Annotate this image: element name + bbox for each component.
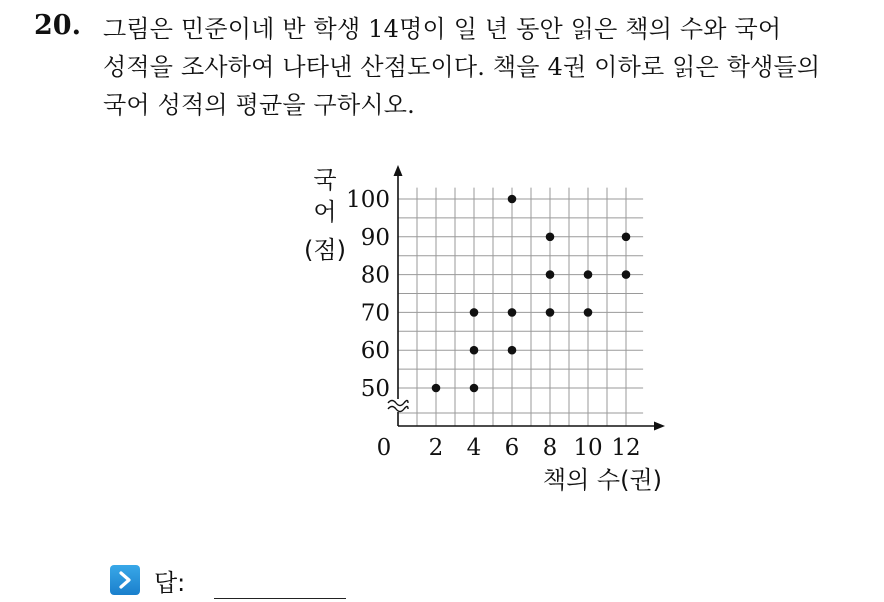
data-point <box>508 346 517 355</box>
question-number: 20. <box>34 10 81 41</box>
answer-row <box>110 560 185 600</box>
question-line: 국어 성적의 평균을 구하시오. <box>103 91 415 119</box>
answer-blank-line[interactable] <box>214 598 346 599</box>
x-tick-label: 8 <box>542 435 558 461</box>
x-tick-label: 10 <box>573 435 603 461</box>
data-point <box>470 384 479 393</box>
answer-label: 답: <box>154 568 186 597</box>
data-point <box>470 346 479 355</box>
y-tick-label: 60 <box>360 338 390 365</box>
y-tick-label: 70 <box>360 300 390 327</box>
y-axis-arrow-icon <box>394 165 403 176</box>
x-tick-label: 6 <box>504 435 520 461</box>
data-point <box>508 308 517 317</box>
data-point <box>508 195 517 204</box>
data-point <box>622 233 631 242</box>
data-point <box>546 270 555 279</box>
y-tick-label: 90 <box>360 224 390 251</box>
data-point <box>546 233 555 242</box>
chevron-right-icon <box>110 565 140 595</box>
y-axis-label: 국 <box>313 166 337 194</box>
data-point <box>622 270 631 279</box>
question-line: 성적을 조사하여 나타낸 산점도이다. 책을 4권 이하로 읽은 학생들의 <box>103 53 821 81</box>
y-tick-label: 80 <box>360 262 390 289</box>
x-axis-arrow-icon <box>654 422 665 431</box>
y-tick-label: 100 <box>346 187 390 213</box>
y-axis-label: (점) <box>304 236 346 264</box>
question-line: 그림은 민준이네 반 학생 14명이 일 년 동안 읽은 책의 수와 국어 <box>103 15 782 43</box>
x-axis-label: 책의 수(권) <box>542 466 662 494</box>
data-point <box>432 384 441 393</box>
y-tick-label: 50 <box>360 376 390 402</box>
x-tick-label: 12 <box>611 435 641 461</box>
data-point <box>584 308 593 317</box>
x-tick-label: 2 <box>428 435 444 461</box>
x-tick-label: 4 <box>466 435 482 461</box>
origin-label: 0 <box>376 435 392 461</box>
data-point <box>546 308 555 317</box>
y-axis-label: 어 <box>313 198 337 226</box>
data-point <box>584 270 593 279</box>
data-point <box>470 308 479 317</box>
